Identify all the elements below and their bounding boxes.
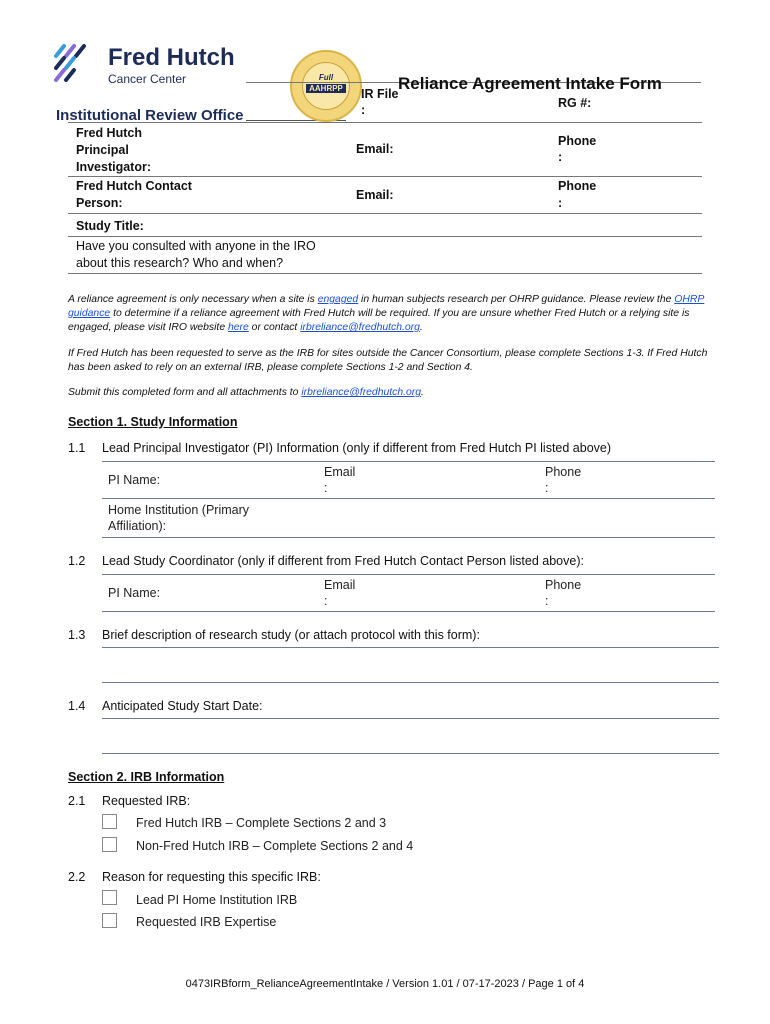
seal-top-text: Full: [318, 73, 334, 82]
seal-center: [302, 62, 350, 110]
iro-website-link[interactable]: here: [228, 322, 249, 333]
field-rule: [102, 682, 719, 683]
fred-hutch-irb-checkbox[interactable]: [102, 814, 117, 829]
description-input[interactable]: [102, 648, 719, 681]
intro-text: .: [419, 322, 423, 333]
contact-label: Fred Hutch Contact Person:: [76, 179, 192, 210]
office-title: Institutional Review Office: [56, 107, 244, 124]
start-date-input[interactable]: [102, 719, 719, 752]
coordinator-phone-field[interactable]: Phone: [545, 578, 582, 592]
field-rule: [102, 537, 715, 538]
irbreliance-email-link[interactable]: irbreliance@fredhutch.org: [300, 322, 420, 333]
table-rule: [68, 273, 702, 274]
pi-label: Fred Hutch Principal Investigator:: [76, 126, 152, 174]
question-text: Brief description of research study (or attach protocol with this form):: [102, 628, 480, 642]
lead-pi-phone-field[interactable]: Phone: [545, 465, 582, 479]
rg-number-label: RG #:: [558, 96, 592, 110]
form-title: Reliance Agreement Intake Form: [398, 74, 662, 93]
table-rule: [68, 176, 702, 177]
field-colon: :: [324, 594, 328, 608]
brand-subtitle: Cancer Center: [108, 72, 187, 86]
intro-paragraph-1: [68, 293, 708, 335]
intro-text: Submit this completed form and all attachments to: [68, 387, 302, 398]
field-rule: [102, 461, 715, 462]
coordinator-email-field[interactable]: Email: [324, 578, 356, 592]
engaged-link[interactable]: engaged: [317, 294, 359, 305]
aahrpp-seal-icon: [290, 50, 362, 122]
brand-name: Fred Hutch: [108, 44, 235, 71]
table-rule: [68, 122, 702, 123]
pi-phone-label: Phone: [558, 134, 597, 148]
option-label: Non-Fred Hutch IRB – Complete Sections 2 and 4: [136, 839, 414, 853]
page-footer: 0473IRBform_RelianceAgreementIntake / Version 1.01 / 07-17-2023 / Page 1 of 4: [185, 978, 585, 990]
intro-text: .: [421, 387, 424, 398]
intro-text: to determine if a reliance agreement with Fred Hutch will be required. If you are unsure whether Fred Hutch or a relying site is engaged, please visit IRO website: [68, 308, 690, 333]
question-number: 1.3: [68, 628, 86, 642]
seal-mid-text: AAHRPP: [306, 84, 346, 93]
field-colon: :: [324, 481, 328, 495]
question-number: 2.2: [68, 870, 86, 884]
pi-email-label: Email:: [356, 142, 394, 156]
field-rule: [102, 753, 719, 754]
question-text: Anticipated Study Start Date:: [102, 699, 263, 713]
ohrp-guidance-link[interactable]: OHRP guidance: [68, 294, 705, 319]
table-rule: [68, 213, 702, 214]
intro-paragraph-3: [68, 386, 708, 400]
table-rule: [68, 236, 702, 237]
lead-pi-home-irb-checkbox[interactable]: [102, 890, 117, 905]
ir-file-colon: :: [361, 103, 366, 117]
study-title-label: Study Title:: [76, 219, 144, 233]
section-1-title: Section 1. Study Information: [68, 415, 238, 429]
ir-file-label: IR File: [361, 87, 399, 101]
field-rule: [102, 498, 715, 499]
question-number: 1.1: [68, 441, 86, 455]
irb-expertise-checkbox[interactable]: [102, 913, 117, 928]
coordinator-name-field[interactable]: PI Name:: [108, 586, 161, 600]
intro-paragraph-2: If Fred Hutch has been requested to serve as the IRB for sites outside the Cancer Consortium, please complete Sections 1-3. If Fred Hutch has been asked to rely on an external IRB, please complete Sections 1-2 and Section 4.: [68, 348, 708, 373]
question-number: 1.4: [68, 699, 86, 713]
question-number: 2.1: [68, 794, 86, 808]
field-rule: [102, 574, 715, 575]
fred-hutch-logo-icon: [54, 42, 94, 82]
option-label: Lead PI Home Institution IRB: [136, 893, 298, 907]
option-label: Fred Hutch IRB – Complete Sections 2 and 3: [136, 816, 387, 830]
question-text: Lead Study Coordinator (only if different from Fred Hutch Contact Person listed above):: [102, 554, 584, 568]
pi-phone-colon: :: [558, 150, 563, 164]
non-fred-hutch-irb-checkbox[interactable]: [102, 837, 117, 852]
submit-email-link[interactable]: irbreliance@fredhutch.org: [301, 387, 422, 398]
question-number: 1.2: [68, 554, 86, 568]
lead-pi-name-field[interactable]: PI Name:: [108, 473, 161, 487]
option-label: Requested IRB Expertise: [136, 915, 277, 929]
question-text: Reason for requesting this specific IRB:: [102, 870, 321, 884]
home-institution-field[interactable]: Home Institution (Primary Affiliation):: [108, 503, 250, 533]
consulted-question: Have you consulted with anyone in the IRO about this research? Who and when?: [76, 239, 316, 270]
intro-text: A reliance agreement is only necessary when a site is: [68, 294, 318, 305]
intro-text: or contact: [248, 322, 301, 333]
question-text: Lead Principal Investigator (PI) Information (only if different from Fred Hutch PI listed above): [102, 441, 612, 455]
intro-text: in human subjects research per OHRP guidance. Please review the: [358, 294, 675, 305]
contact-phone-label: Phone: [558, 179, 597, 193]
contact-email-label: Email:: [356, 188, 394, 202]
field-colon: :: [545, 594, 549, 608]
section-2-title: Section 2. IRB Information: [68, 770, 225, 784]
contact-phone-colon: :: [558, 196, 563, 210]
question-text: Requested IRB:: [102, 794, 191, 808]
lead-pi-email-field[interactable]: Email: [324, 465, 356, 479]
field-rule: [102, 611, 715, 612]
field-colon: :: [545, 481, 549, 495]
